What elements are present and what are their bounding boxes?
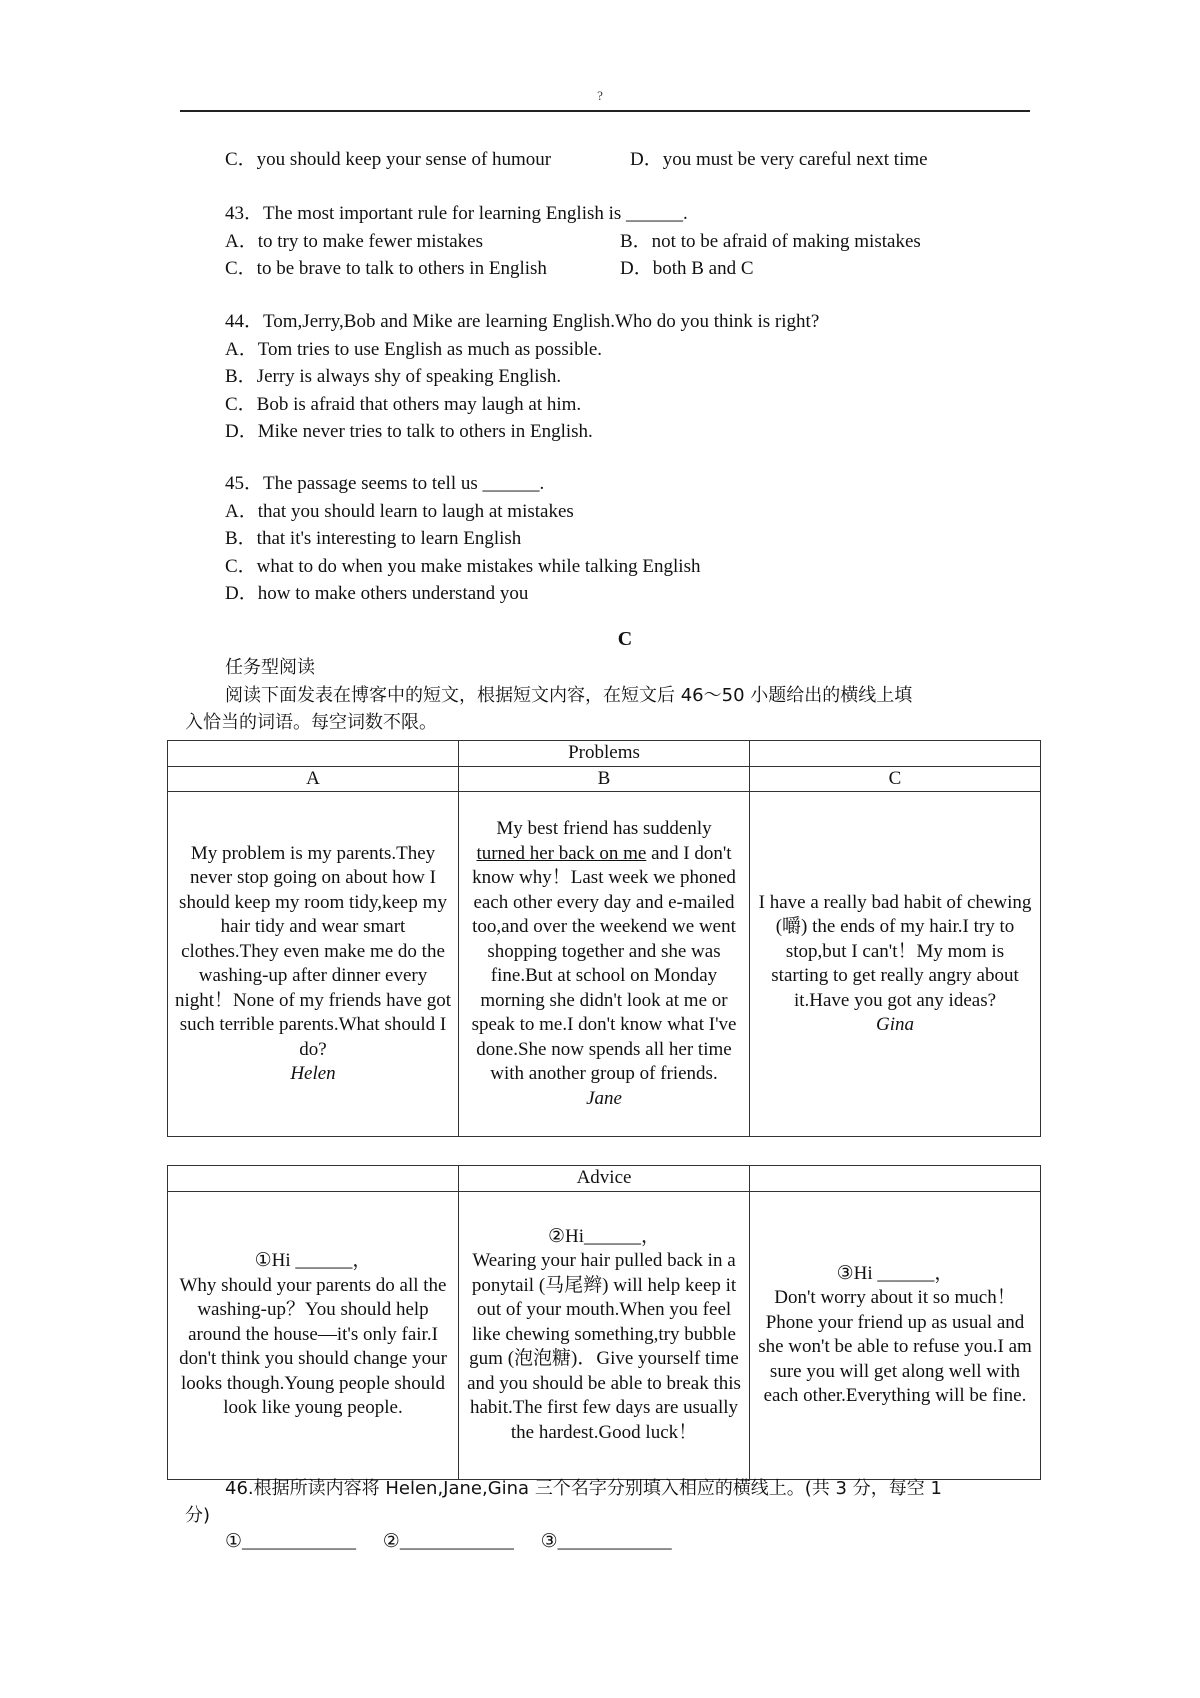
q43-option-a: A．to try to make fewer mistakes	[225, 230, 484, 252]
problem-b-text-1: My best friend has suddenly	[496, 818, 712, 839]
advice-table	[167, 1165, 1041, 1480]
advice-a-greeting: ①Hi ______，	[254, 1250, 372, 1272]
q45-option-a: A．that you should learn to laugh at mistakes	[225, 500, 574, 522]
q45-option-c: C．what to do when you make mistakes while talking English	[225, 555, 701, 577]
advice-c-greeting: ③Hi ______，	[836, 1262, 954, 1284]
q46-blank-3[interactable]: ③____________	[540, 1531, 672, 1552]
q42-option-d: D．you must be very careful next time	[630, 149, 928, 170]
q44-option-b: B．Jerry is always shy of speaking English.	[225, 366, 562, 387]
problem-c-signature: Gina	[876, 1014, 914, 1035]
advice-header-empty-right	[750, 1166, 1041, 1192]
q43-option-b: B．not to be afraid of making mistakes	[620, 230, 921, 252]
q44-option-a: A．Tom tries to use English as much as possible.	[225, 338, 603, 360]
q42-option-c: C．you should keep your sense of humour	[225, 149, 552, 170]
q46-stem-2: 分)	[185, 1505, 211, 1526]
q46-blank-1[interactable]: ①____________	[225, 1531, 357, 1552]
problem-b-cell	[459, 792, 750, 1137]
advice-header-empty-left	[168, 1166, 459, 1192]
question-44	[225, 308, 1045, 446]
problems-col-a: A	[168, 766, 459, 792]
advice-b-text: Wearing your hair pulled back in a ponytail (马尾辫) will help keep it out of your mouth.When you feel like chewing something,try bubble gum (泡泡糖)．Give yourself time and you should be able to break this habit.The first few days are usually the hardest.Good luck！	[467, 1250, 741, 1443]
question-46	[185, 1475, 1035, 1529]
problem-c-cell	[750, 792, 1041, 1137]
problem-b-underlined-phrase: turned her back on me	[476, 842, 647, 864]
advice-b-cell	[459, 1191, 750, 1479]
problem-c-text: I have a really bad habit of chewing (嚼) the ends of my hair.I try to stop,but I can't！My mom is starting to get really angry about it.Have you got any ideas?	[758, 891, 1032, 1011]
problems-header-empty-right	[750, 741, 1041, 767]
q45-option-b: B．that it's interesting to learn English	[225, 528, 522, 549]
problem-a-text: My problem is my parents.They never stop going on about how I should keep my room tidy,keep my hair tidy and wear smart clothes.They even make me do the washing-up after dinner every night！None of my friends have got such terrible parents.What should I do?	[175, 842, 451, 1060]
problems-header-empty-left	[168, 741, 459, 767]
advice-a-text: Why should your parents do all the washing-up？You should help around the house—it's only fair.I don't think you should change your looks though.Young people should look like young people.	[179, 1274, 447, 1419]
section-instructions	[185, 654, 1035, 737]
problems-table	[167, 740, 1041, 1137]
q45-stem: 45．The passage seems to tell us ______.	[225, 473, 545, 494]
problem-b-text	[465, 817, 743, 1087]
q43-stem: 43．The most important rule for learning English is ______.	[225, 203, 688, 224]
section-instruction-2: 入恰当的词语。每空词数不限。	[185, 712, 437, 733]
header-mark: ?	[597, 88, 603, 103]
section-instruction-1: 阅读下面发表在博客中的短文，根据短文内容，在短文后 46～50 小题给出的横线上填	[225, 684, 913, 706]
section-task: 任务型阅读	[225, 657, 315, 678]
q43-option-d: D．both B and C	[620, 258, 754, 279]
question-43	[225, 200, 1045, 283]
section-title: C	[617, 628, 633, 650]
q44-option-c: C．Bob is afraid that others may laugh at him.	[225, 393, 582, 415]
header-rule	[180, 110, 1030, 112]
q46-stem-1: 46.根据所读内容将 Helen,Jane,Gina 三个名字分别填入相应的横线上。(共 3 分，每空 1	[225, 1478, 942, 1499]
problem-b-signature: Jane	[586, 1087, 622, 1109]
advice-title: Advice	[459, 1166, 750, 1192]
q44-option-d: D．Mike never tries to talk to others in English.	[225, 421, 593, 442]
advice-c-text: Don't worry about it so much！Phone your friend up as usual and she won't be able to refuse you.I am sure you will get along well with each other.Everything will be fine.	[758, 1287, 1032, 1406]
question-45	[225, 470, 1045, 608]
q46-answer-blanks	[225, 1530, 694, 1553]
q42-options	[225, 146, 1045, 174]
problem-b-text-2: and I don't know why！Last week we phoned each other every day and e-mailed too,and over the weekend we went shopping together and she was fine.But at school on Monday morning she didn't look at me or speak to me.I don't know what I've done.She now spends all her time with another group of friends.	[471, 842, 737, 1084]
advice-b-greeting: ②Hi______，	[547, 1225, 661, 1247]
q46-blank-2[interactable]: ②____________	[382, 1531, 514, 1552]
problems-col-b: B	[459, 766, 750, 792]
problem-a-signature: Helen	[290, 1063, 336, 1084]
advice-c-cell	[750, 1191, 1041, 1479]
problems-col-c: C	[750, 766, 1041, 792]
q45-option-d: D．how to make others understand you	[225, 583, 529, 604]
problem-a-cell	[168, 792, 459, 1137]
advice-a-cell	[168, 1191, 459, 1479]
q44-stem: 44．Tom,Jerry,Bob and Mike are learning English.Who do you think is right?	[225, 311, 820, 332]
q43-option-c: C．to be brave to talk to others in English	[225, 258, 547, 279]
problems-title: Problems	[459, 741, 750, 767]
